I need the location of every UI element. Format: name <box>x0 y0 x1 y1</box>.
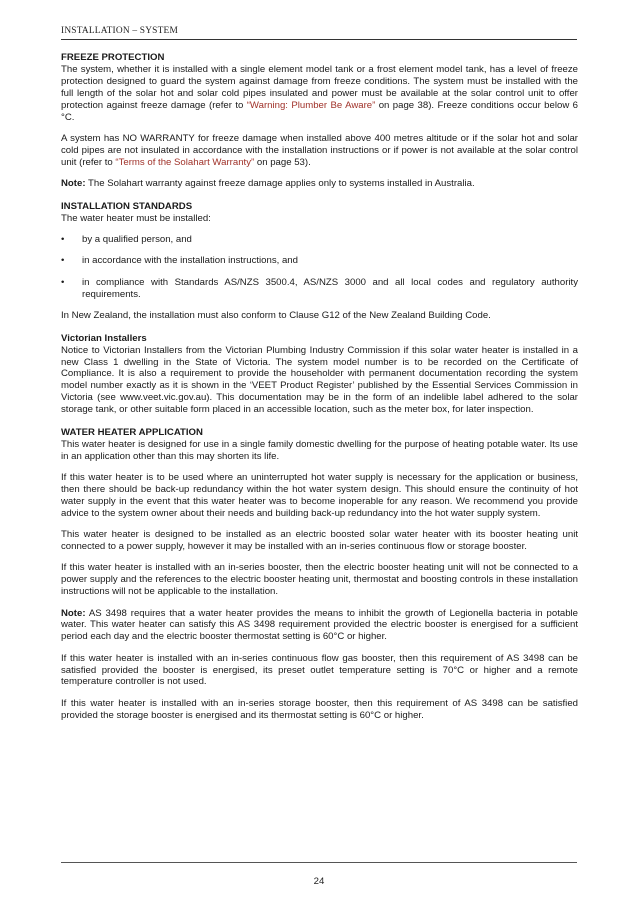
freeze-note-text: The Solahart warranty against freeze damage applies only to systems installed in Australia. <box>85 177 475 189</box>
standards-bullet-text: in compliance with Standards AS/NZS 3500.4, AS/NZS 3000 and all local codes and regulatory authority requirements. <box>82 276 578 300</box>
victorian-installers-heading: Victorian Installers <box>61 332 147 344</box>
standards-bullet-item <box>61 255 578 267</box>
bullet-icon: • <box>61 255 65 267</box>
page-number: 24 <box>313 876 325 887</box>
freeze-note <box>61 178 578 190</box>
freeze-protection-section <box>61 52 578 190</box>
application-note-text: AS 3498 requires that a water heater provides the means to inhibit the growth of Legionella bacteria in potable water. This water heater can satisfy this AS 3498 requirement provided the electric booster is energised for a sufficient period each day and the electric booster thermostat setting is 60°C or higher. <box>61 607 578 643</box>
application-paragraph-1: This water heater is designed for use in a single family domestic dwelling for the purpose of heating potable water. Its use in an application other than this may shorten its life. <box>61 439 578 462</box>
footer-rule <box>61 862 577 863</box>
freeze-paragraph-2 <box>61 133 578 169</box>
bullet-icon: • <box>61 234 65 246</box>
application-paragraph-5: If this water heater is installed with an in-series continuous flow gas booster, then this requirement of AS 3498 can be satisfied provided the booster is energised, its preset outlet temperature setting is 70°C or higher and a remote temperature controller is not used. <box>61 652 578 688</box>
victorian-installers-paragraph: Notice to Victorian Installers from the Victorian Plumbing Industry Commission if this solar water heater is installed in a new Class 1 dwelling in the State of Victoria. The system model number is to be recorded on the Certificate of Compliance. It is also a requirement to provide the householder with permanent documentation recording the system model number exactly as it is shown in the ‘VEET Product Register’ published by the Essential Services Commission in Victoria (see www.veet.vic.gov.au). This documentation may be in the form of an indelible label adhered to the solar storage tank, or other suitable form placed in an accessible location, such as the meter box, for later inspection. <box>61 344 578 416</box>
application-note-label: Note: <box>61 607 86 619</box>
application-paragraph-3: This water heater is designed to be installed as an electric boosted solar water heater with its booster heating unit connected to a power supply, however it may be installed with an in-series continuous flow or storage booster. <box>61 529 578 553</box>
standards-bullet-item <box>61 234 578 246</box>
installation-standards-heading: INSTALLATION STANDARDS <box>61 200 193 212</box>
water-heater-application-section <box>61 427 578 721</box>
page-content <box>61 52 578 733</box>
standards-bullet-item <box>61 277 578 301</box>
freeze-p2-text-b: on page 53). <box>254 156 311 168</box>
application-paragraph-4: If this water heater is installed with an in-series booster, then the electric booster heating unit will not be connected to a power supply and the references to the electric booster heating unit, thermostat and boosting controls in these installation instructions will not be applicable to the installation. <box>61 562 578 598</box>
warranty-terms-link[interactable]: “Terms of the Solahart Warranty” <box>115 156 255 168</box>
installation-standards-section <box>61 201 578 322</box>
application-paragraph-6: If this water heater is installed with an in-series storage booster, then this requirement of AS 3498 can be satisfied provided the storage booster is energised and its thermostat setting is 60°C or higher. <box>61 697 578 721</box>
application-note <box>61 608 578 644</box>
bullet-icon: • <box>61 276 65 288</box>
victorian-installers-section <box>61 333 578 416</box>
freeze-paragraph-1 <box>61 64 578 124</box>
header-rule <box>61 39 577 40</box>
new-zealand-paragraph: In New Zealand, the installation must also conform to Clause G12 of the New Zealand Building Code. <box>61 309 491 321</box>
freeze-protection-heading: FREEZE PROTECTION <box>61 52 165 63</box>
freeze-p1-text-a: The system, whether it is installed with a single element model tank or a frost element model tank, has a level of freeze protection designed to guard the system against damage from freeze conditions. The system must be installed with the full length of the solar hot and solar cold pipes insulated and power must be available at the solar control unit to offer protection against freeze damage (refer to <box>61 63 578 111</box>
freeze-p2-text-a: A system has NO WARRANTY for freeze damage when installed above 400 metres altitude or if the solar hot and solar cold pipes are not insulated in accordance with the installation instructions or if power is not available at the solar control unit (refer to <box>61 132 578 168</box>
standards-bullet-text: in accordance with the installation instructions, and <box>82 255 298 267</box>
water-heater-application-heading: WATER HEATER APPLICATION <box>61 427 203 439</box>
standards-intro: The water heater must be installed: <box>61 212 211 224</box>
running-header: INSTALLATION – SYSTEM <box>61 26 178 36</box>
freeze-p1-text-b: on page 38). Freeze conditions occur below 6 °C. <box>61 99 578 123</box>
warning-plumber-link[interactable]: “Warning: Plumber Be Aware” <box>246 99 376 111</box>
freeze-note-label: Note: <box>61 177 86 189</box>
standards-bullet-text: by a qualified person, and <box>82 234 192 246</box>
application-paragraph-2: If this water heater is to be used where an uninterrupted hot water supply is necessary for the application or business, then there should be back-up redundancy within the hot water system design. This should ensure the continuity of hot water supply in the event that this water heater was to become inoperable for any reason. We recommend you provide advice to the system owner about their needs and building back-up redundancy into the hot water supply system. <box>61 472 578 519</box>
